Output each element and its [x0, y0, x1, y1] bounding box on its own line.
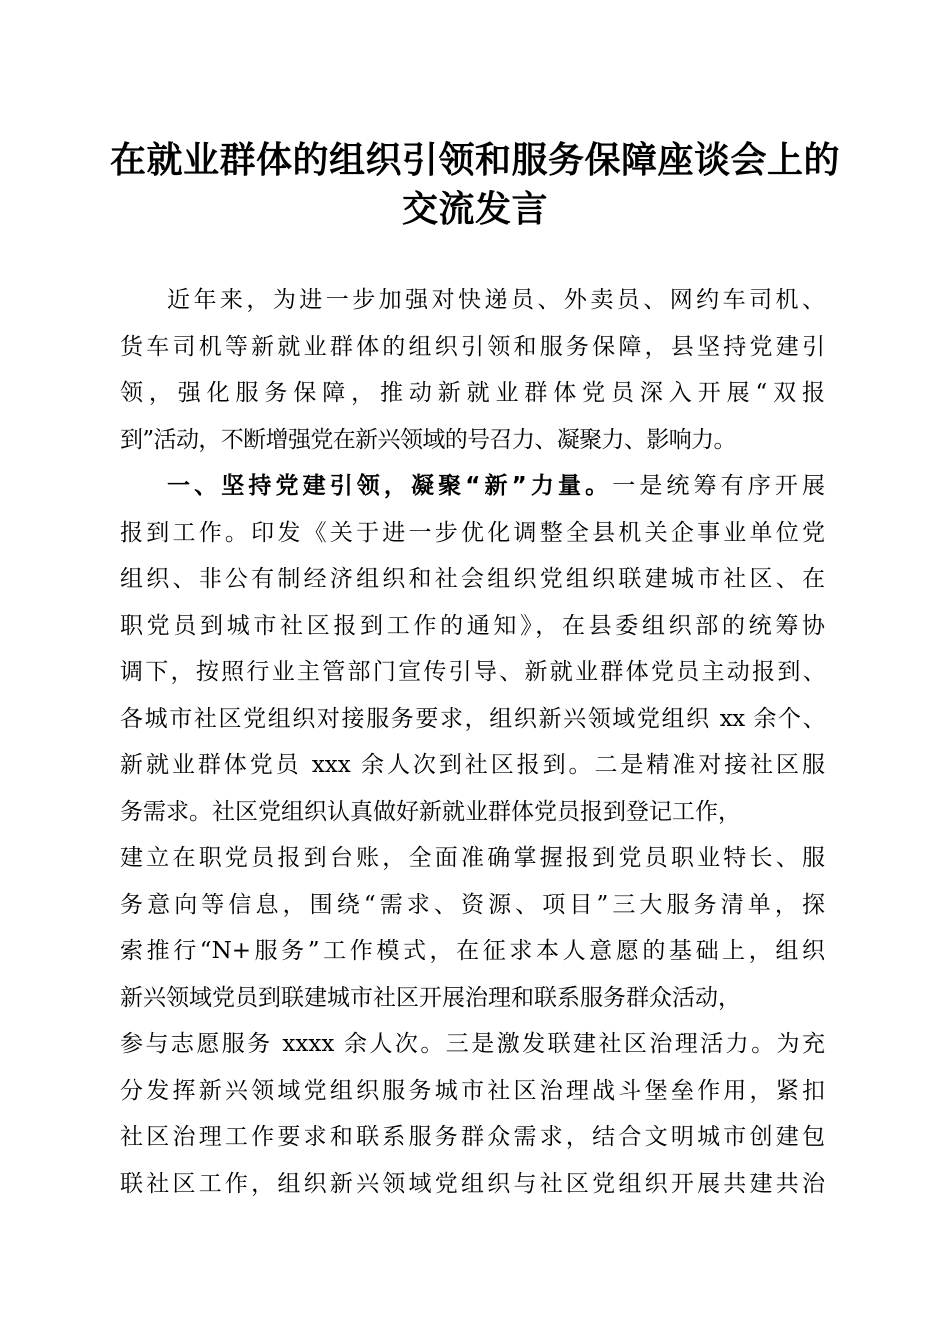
- section-1-first-line-tail: 一是统筹有序开展: [612, 473, 826, 499]
- section-1-heading: 一、坚持党建引领，凝聚“新”力量。: [167, 473, 613, 499]
- section-1-line: 职党员到城市社区报到工作的通知》，在县委组织部的统筹协: [120, 612, 825, 639]
- document-body: [120, 277, 825, 1207]
- section-1-line: 调下，按照行业主管部门宣传引导、新就业群体党员主动报到、: [120, 659, 825, 685]
- section-1-line: 参与志愿服务 xxxx 余人次。三是激发联建社区治理活力。为充: [120, 1031, 825, 1057]
- section-1-line: 分发挥新兴领域党组织服务城市社区治理战斗堡垒作用，紧扣: [120, 1077, 825, 1104]
- section-1-line: 务意向等信息，围绕“需求、资源、项目”三大服务清单，探: [120, 891, 825, 918]
- section-1-line: 报到工作。印发《关于进一步优化调整全县机关企事业单位党: [120, 519, 825, 546]
- section-1-line: 务需求。社区党组织认真做好新就业群体党员报到登记工作，: [120, 798, 741, 825]
- section-1-line: 社区治理工作要求和联系服务群众需求，结合文明城市创建包: [120, 1124, 825, 1150]
- section-1-line: 索推行“N+服务”工作模式，在征求本人意愿的基础上，组织: [120, 938, 825, 964]
- section-1-line: 联社区工作，组织新兴领域党组织与社区党组织开展共建共治: [120, 1170, 825, 1197]
- section-1-first-line: [120, 463, 825, 510]
- paragraph-1-line: 领，强化服务保障，推动新就业群体党员深入开展“双报: [120, 380, 825, 406]
- document-title-line-1: 在就业群体的组织引领和服务保障座谈会上的: [110, 139, 841, 181]
- section-1-line: 建立在职党员报到台账，全面准确掌握报到党员职业特长、服: [120, 845, 825, 871]
- section-1-line: 组织、非公有制经济组织和社会组织党组织联建城市社区、在: [120, 566, 825, 592]
- paragraph-1-line: 到”活动，不断增强党在新兴领域的号召力、凝聚力、影响力。: [120, 426, 736, 453]
- document-title-line-2: 交流发言: [401, 188, 548, 230]
- paragraph-1-line: 近年来，为进一步加强对快递员、外卖员、网约车司机、: [167, 287, 825, 313]
- section-1-line: 新兴领域党员到联建城市社区开展治理和联系服务群众活动，: [120, 984, 741, 1011]
- section-1-line: 新就业群体党员 xxx 余人次到社区报到。二是精准对接社区服: [120, 752, 825, 778]
- section-1-line: 各城市社区党组织对接服务要求，组织新兴领域党组织 xx 余个、: [120, 705, 825, 732]
- paragraph-1-line: 货车司机等新就业群体的组织引领和服务保障，县坚持党建引: [120, 333, 825, 360]
